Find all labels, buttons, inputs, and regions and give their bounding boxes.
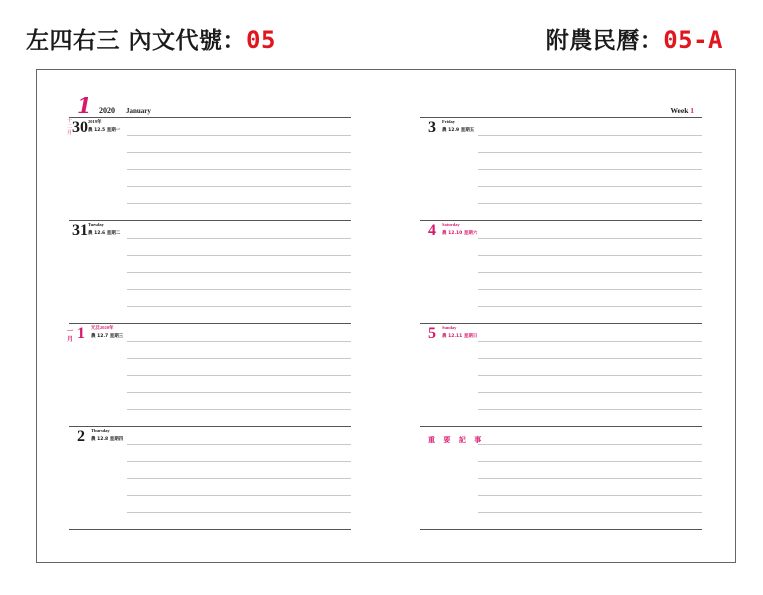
writing-line [478,495,702,496]
day-number: 2 [77,428,85,445]
writing-line [127,169,351,170]
lunar-date: 農 12.10 星期六 [442,231,478,236]
notes-block [420,427,702,529]
day-block-30 [69,118,351,220]
writing-line [478,272,702,273]
writing-line [478,375,702,376]
day-block-5 [420,324,702,426]
day-number: 31 [72,222,88,239]
writing-line [127,186,351,187]
writing-line [127,461,351,462]
writing-line [127,512,351,513]
writing-line [478,169,702,170]
day-name: Tuesday [88,222,104,227]
day-number: 4 [428,222,436,239]
day-name: Friday [442,119,455,124]
writing-line [127,444,351,445]
writing-line [478,392,702,393]
writing-line [127,306,351,307]
writing-line [127,255,351,256]
week-label: Week [670,106,689,115]
month-number: 1 [77,93,92,118]
writing-line [127,203,351,204]
week-indicator [670,106,694,115]
writing-line [478,461,702,462]
writing-line [478,203,702,204]
writing-line [478,255,702,256]
almanac-label: 附農民曆： [545,28,664,54]
day-block-2 [69,427,351,529]
month-name: January [126,107,151,115]
notes-label: 重 要 記 事 [428,436,485,444]
day-block-31 [69,221,351,323]
day-number: 30 [72,119,88,136]
writing-line [127,375,351,376]
writing-line [478,152,702,153]
lunar-date: 農 12.6 星期二 [88,231,121,236]
writing-line [127,358,351,359]
almanac-code: 05-A [663,26,723,54]
writing-line [127,238,351,239]
side-month-label: 一月 [67,328,74,343]
day-name: Thursday [91,428,110,433]
writing-line [127,409,351,410]
writing-line [127,495,351,496]
lunar-date: 農 12.5 星期一 [88,128,121,133]
day-name: 2019年 [88,119,102,124]
writing-line [478,341,702,342]
writing-line [478,135,702,136]
day-block-4 [420,221,702,323]
writing-line [127,135,351,136]
day-number: 3 [428,119,436,136]
side-month-label: 十二月 [67,118,73,136]
writing-line [478,512,702,513]
writing-line [127,341,351,342]
writing-line [478,186,702,187]
lunar-date: 農 12.11 星期日 [442,334,478,339]
writing-line [127,272,351,273]
writing-line [478,478,702,479]
day-name: 元旦2020年 [91,325,114,330]
lunar-date: 農 12.7 星期三 [91,334,124,339]
day-name: Sunday [442,325,457,330]
lunar-date: 農 12.9 星期五 [442,128,475,133]
writing-line [478,409,702,410]
day-number: 1 [77,325,85,342]
writing-line [478,444,702,445]
week-number: 1 [690,106,694,115]
year: 2020 [99,106,115,115]
day-block-1 [69,324,351,426]
interior-code: 05 [246,26,276,54]
header-right [546,22,723,55]
header-left [26,22,276,55]
writing-line [478,289,702,290]
writing-line [127,152,351,153]
day-number: 5 [428,325,436,342]
lunar-date: 農 12.8 星期四 [91,437,124,442]
writing-line [478,306,702,307]
day-name: Saturday [442,222,460,227]
day-block-3 [420,118,702,220]
writing-line [478,238,702,239]
interior-code-label: 左四右三 內文代號： [26,28,247,54]
writing-line [127,289,351,290]
day-divider [69,529,351,530]
day-divider [420,529,702,530]
writing-line [478,358,702,359]
writing-line [127,478,351,479]
writing-line [127,392,351,393]
